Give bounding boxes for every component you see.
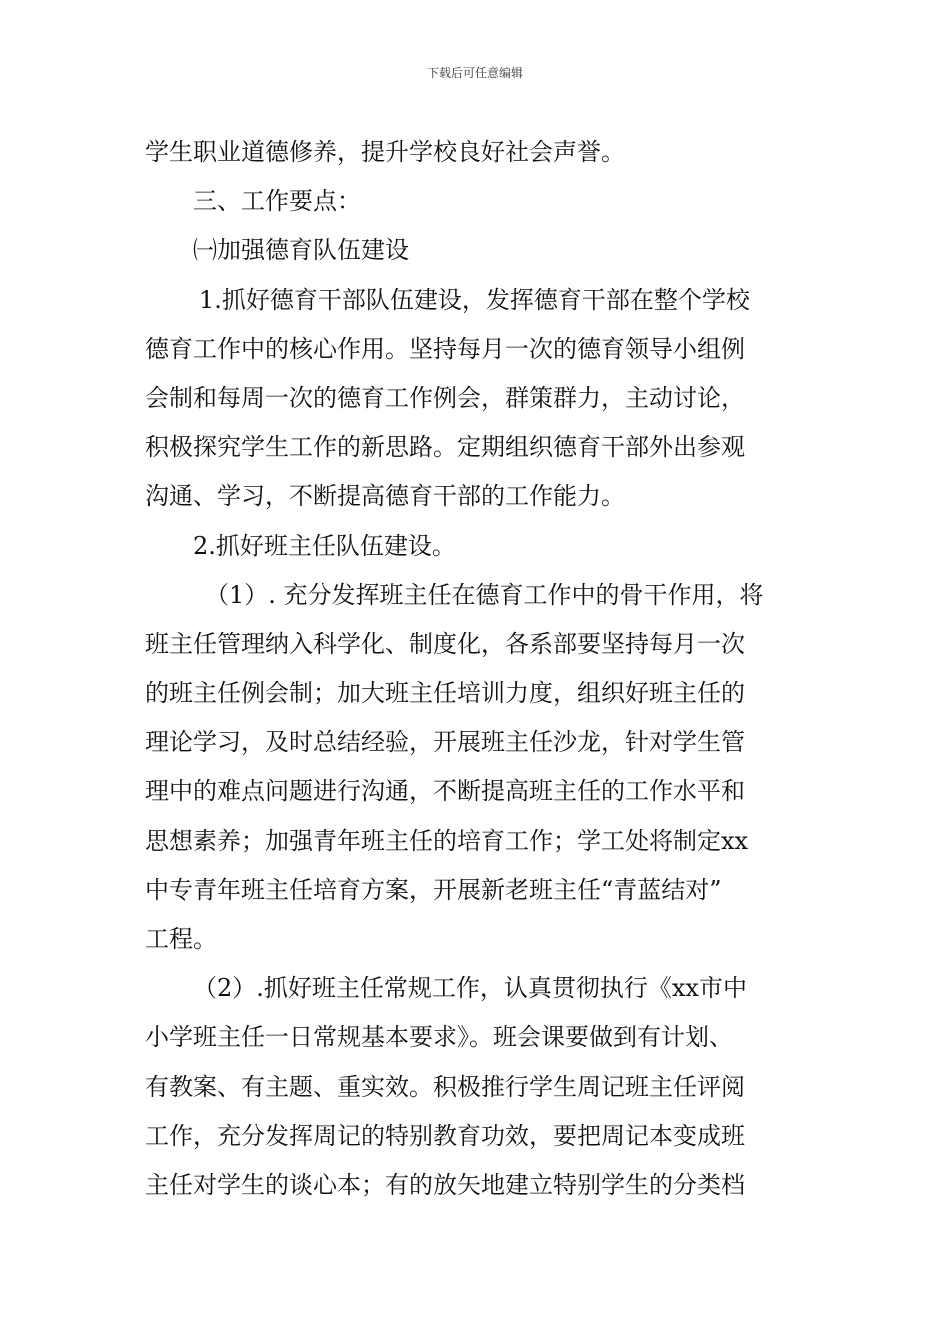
text-line: 班主任管理纳入科学化、制度化，各系部要坚持每月一次 bbox=[145, 629, 745, 658]
paragraph-start: （1）. 充分发挥班主任在德育工作中的骨干作用，将 bbox=[205, 580, 764, 609]
text-line: 理中的难点问题进行沟通，不断提高班主任的工作水平和 bbox=[145, 777, 745, 806]
text-line: 积极探究学生工作的新思路。定期组织德育干部外出参观 bbox=[145, 433, 745, 462]
text-line: 理论学习，及时总结经验，开展班主任沙龙，针对学生管 bbox=[145, 728, 745, 757]
text-line: 小学班主任一日常规基本要求》。班会课要做到有计划、 bbox=[145, 1023, 733, 1052]
text-line: 工程。 bbox=[145, 925, 217, 953]
text-line: 思想素养；加强青年班主任的培育工作；学工处将制定xx bbox=[145, 826, 749, 855]
text-line: 德育工作中的核心作用。坚持每月一次的德育领导小组例 bbox=[145, 334, 745, 363]
document-body bbox=[145, 128, 810, 1210]
text-line: 有教案、有主题、重实效。积极推行学生周记班主任评阅 bbox=[145, 1072, 745, 1101]
text-line: 主任对学生的谈心本；有的放矢地建立特别学生的分类档 bbox=[145, 1170, 745, 1199]
text-line: 沟通、学习，不断提高德育干部的工作能力。 bbox=[145, 482, 625, 511]
paragraph-start: 1.抓好德育干部队伍建设，发挥德育干部在整个学校 bbox=[199, 285, 750, 314]
text-line: 学生职业道德修养，提升学校良好社会声誉。 bbox=[145, 138, 625, 166]
text-line: 会制和每周一次的德育工作例会，群策群力，主动讨论， bbox=[145, 383, 745, 412]
subsection-heading: ㈠加强德育队伍建设 bbox=[193, 236, 409, 265]
paragraph-start: （2）.抓好班主任常规工作，认真贯彻执行《xx市中 bbox=[193, 974, 747, 1003]
text-line: 的班主任例会制；加大班主任培训力度，组织好班主任的 bbox=[145, 679, 745, 708]
text-line: 工作，充分发挥周记的特别教育功效，要把周记本变成班 bbox=[145, 1121, 745, 1150]
text-line: 中专青年班主任培育方案，开展新老班主任“青蓝结对” bbox=[145, 875, 722, 904]
paragraph-start: 2.抓好班主任队伍建设。 bbox=[193, 531, 456, 560]
page-header: 下载后可任意编辑 bbox=[426, 66, 523, 80]
section-heading: 三、工作要点： bbox=[193, 187, 361, 216]
